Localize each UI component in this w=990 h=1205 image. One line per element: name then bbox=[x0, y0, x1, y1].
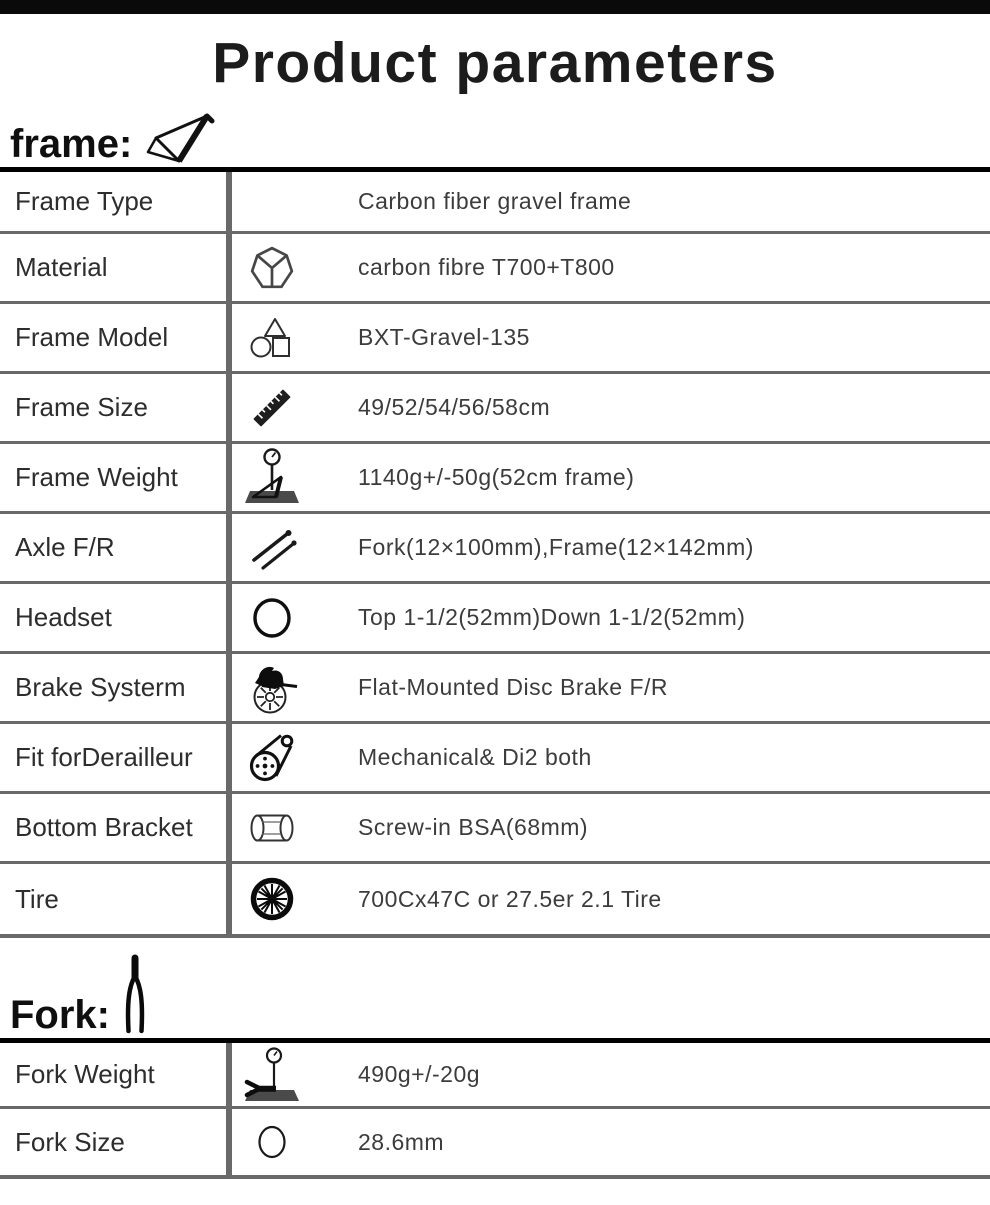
frame-section-heading bbox=[10, 111, 990, 165]
disc-brake-icon bbox=[232, 654, 312, 721]
spec-label: Frame Type bbox=[0, 172, 232, 231]
spec-row-fork-size bbox=[0, 1109, 990, 1175]
carbon-molecule-icon bbox=[232, 234, 312, 301]
spec-row-fork-weight bbox=[0, 1043, 990, 1109]
thru-axle-icon bbox=[232, 514, 312, 581]
spec-value: 1140g+/-50g(52cm frame) bbox=[358, 464, 635, 491]
spec-label: Fork Size bbox=[0, 1109, 232, 1175]
spec-row-tire bbox=[0, 864, 990, 934]
spec-row-headset bbox=[0, 584, 990, 654]
spec-row-frame-type bbox=[0, 172, 990, 234]
spec-value: carbon fibre T700+T800 bbox=[358, 254, 615, 281]
frame-spec-table bbox=[0, 167, 990, 938]
spec-label: Material bbox=[0, 234, 232, 301]
bottom-bracket-icon bbox=[232, 794, 312, 861]
spec-row-frame-model bbox=[0, 304, 990, 374]
spec-label: Brake Systerm bbox=[0, 654, 232, 721]
spec-value: Carbon fiber gravel frame bbox=[358, 188, 632, 215]
empty-icon-cell bbox=[232, 172, 312, 231]
spec-value: 700Cx47C or 27.5er 2.1 Tire bbox=[358, 885, 662, 912]
steerer-ring-icon bbox=[232, 1109, 312, 1175]
spoked-wheel-icon bbox=[232, 864, 312, 934]
spec-label: Axle F/R bbox=[0, 514, 232, 581]
spec-value: 49/52/54/56/58cm bbox=[358, 394, 551, 421]
spec-label: Tire bbox=[0, 864, 232, 934]
ruler-icon bbox=[232, 374, 312, 441]
spec-row-derailleur bbox=[0, 724, 990, 794]
spec-label: Frame Model bbox=[0, 304, 232, 371]
geometry-shapes-icon bbox=[232, 304, 312, 371]
fork-heading-label: Fork: bbox=[10, 993, 110, 1038]
fork-weight-scale-icon bbox=[232, 1043, 312, 1106]
spec-label: Frame Size bbox=[0, 374, 232, 441]
spec-value: 490g+/-20g bbox=[358, 1061, 481, 1088]
derailleur-icon bbox=[232, 724, 312, 791]
spec-label: Bottom Bracket bbox=[0, 794, 232, 861]
spec-row-bottom-bracket bbox=[0, 794, 990, 864]
spec-row-frame-size bbox=[0, 374, 990, 444]
spec-value: Top 1-1/2(52mm)Down 1-1/2(52mm) bbox=[358, 604, 746, 631]
spec-value: BXT-Gravel-135 bbox=[358, 324, 530, 351]
spec-value: Flat-Mounted Disc Brake F/R bbox=[358, 674, 669, 701]
spec-value: Fork(12×100mm),Frame(12×142mm) bbox=[358, 534, 754, 561]
spec-value: Mechanical& Di2 both bbox=[358, 744, 592, 771]
fork-section-heading bbox=[10, 954, 990, 1036]
page-title: Product parameters bbox=[212, 31, 778, 95]
spec-value: 28.6mm bbox=[358, 1128, 445, 1155]
fork-spec-table bbox=[0, 1038, 990, 1179]
spec-label: Fit forDerailleur bbox=[0, 724, 232, 791]
frame-heading-label: frame: bbox=[10, 122, 133, 167]
spec-row-material bbox=[0, 234, 990, 304]
spec-value: Screw-in BSA(68mm) bbox=[358, 814, 589, 841]
spec-label: Fork Weight bbox=[0, 1043, 232, 1106]
headset-ring-icon bbox=[232, 584, 312, 651]
spec-label: Headset bbox=[0, 584, 232, 651]
spec-row-brake-system bbox=[0, 654, 990, 724]
bike-frame-icon bbox=[138, 111, 216, 165]
top-black-bar bbox=[0, 0, 990, 14]
frame-weight-scale-icon bbox=[232, 444, 312, 511]
spec-row-frame-weight bbox=[0, 444, 990, 514]
spec-label: Frame Weight bbox=[0, 444, 232, 511]
spec-row-axle bbox=[0, 514, 990, 584]
fork-icon bbox=[116, 954, 154, 1036]
